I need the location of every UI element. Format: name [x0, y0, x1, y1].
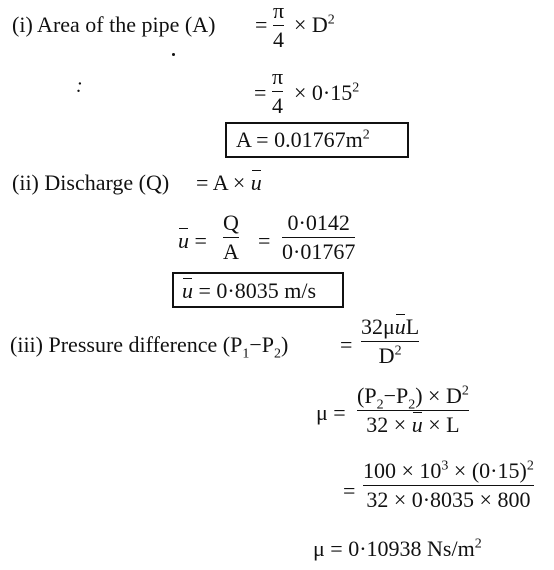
- discharge-rhs: = A × u: [196, 170, 262, 195]
- mu-symbol: μ =: [316, 400, 346, 425]
- velocity-fraction: 0·0142 0·01767: [282, 210, 356, 264]
- discharge-label: (ii) Discharge (Q): [12, 170, 170, 195]
- equals-sign: =: [340, 332, 353, 357]
- hagen-poiseuille-fraction: 32μuL $D^2$: [361, 314, 420, 368]
- equals-sign: =: [258, 228, 271, 253]
- viscosity-substitution: $100 \times 10^3 \times (0\cdot 15)^2$ 32 × 0·8035 × 800: [363, 458, 534, 512]
- velocity-symbol: u =: [178, 228, 207, 253]
- area-result: $A = 0.01767m^2$: [236, 127, 370, 152]
- viscosity-formula: $(P_2-P_2) \times D^2$ 32 × u × L: [357, 383, 469, 437]
- area-label: (i) Area of the pipe (A): [12, 12, 216, 37]
- pi-over-4: π 4: [272, 64, 284, 118]
- viscosity-result: μ = 0·10938 $Ns/m^2$: [313, 536, 482, 561]
- q-over-a: Q A: [223, 210, 239, 264]
- times-d-squared: × $D^2$: [294, 12, 335, 37]
- times-value-squared: × $0\cdot 15^2$: [294, 80, 360, 105]
- pressure-label: (iii) Pressure difference $(P_1-P_2)$: [10, 332, 289, 362]
- stray-mark: [172, 53, 175, 56]
- equals-sign: =: [254, 80, 267, 105]
- equals-sign: =: [343, 478, 356, 503]
- pi-over-4: π 4: [273, 0, 285, 52]
- velocity-result: u = 0·8035 m/s: [182, 278, 317, 303]
- equals-sign: =: [255, 12, 268, 37]
- stray-mark: :: [76, 75, 83, 97]
